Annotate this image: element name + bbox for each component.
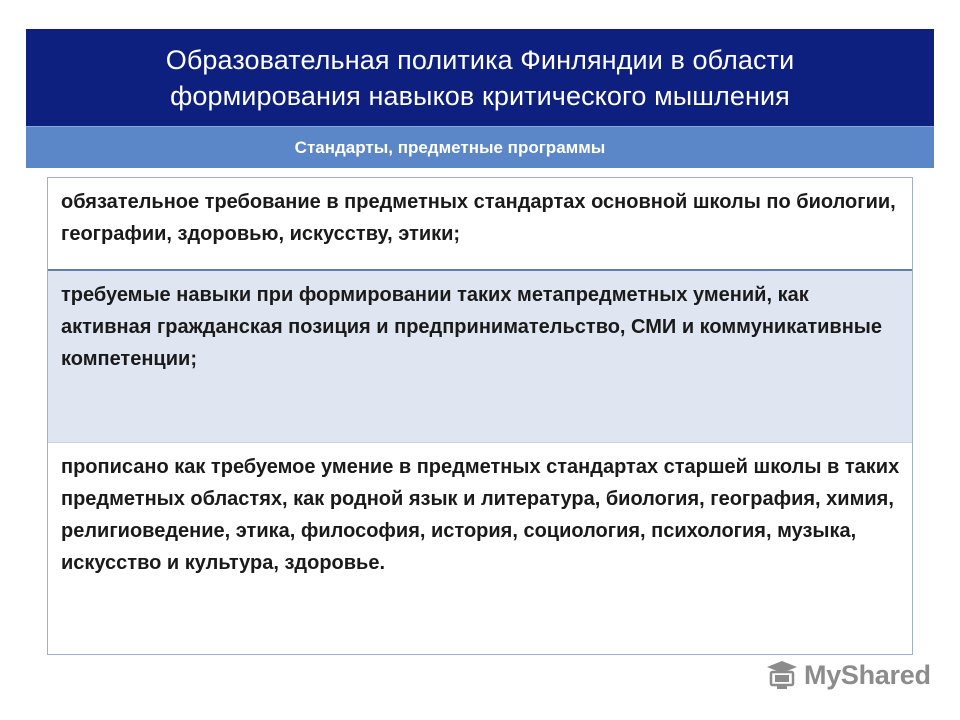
table-row — [48, 443, 912, 654]
title-line-2: формирования навыков критического мышления — [170, 81, 790, 111]
subtitle-text: Стандарты, предметные программы — [294, 137, 606, 157]
table-row — [48, 271, 912, 443]
row-text: обязательное требование в предметных стандартах основной школы по биологии, географии, здоровью, искусству, этики; — [61, 191, 896, 245]
table-row — [48, 178, 912, 271]
content-table — [47, 177, 913, 655]
title-bar — [26, 29, 934, 127]
row-text: прописано как требуемое умение в предметных стандартах старшей школы в таких предметных областях, как родной язык и литература, биология, география, химия, религиоведение, этика, философия, история, социология, психология, музыка, искусство и культура, здоровье. — [61, 456, 900, 574]
watermark-logo — [766, 655, 931, 695]
title-line-1: Образовательная политика Финляндии в области — [165, 45, 795, 75]
mortarboard-computer-icon — [766, 660, 798, 690]
row-text: требуемые навыки при формировании таких метапредметных умений, как активная гражданская позиция и предпринимательство, СМИ и коммуникативные компетенции; — [61, 284, 882, 370]
subtitle-bar — [26, 126, 934, 168]
watermark-text: MyShared — [804, 659, 931, 690]
